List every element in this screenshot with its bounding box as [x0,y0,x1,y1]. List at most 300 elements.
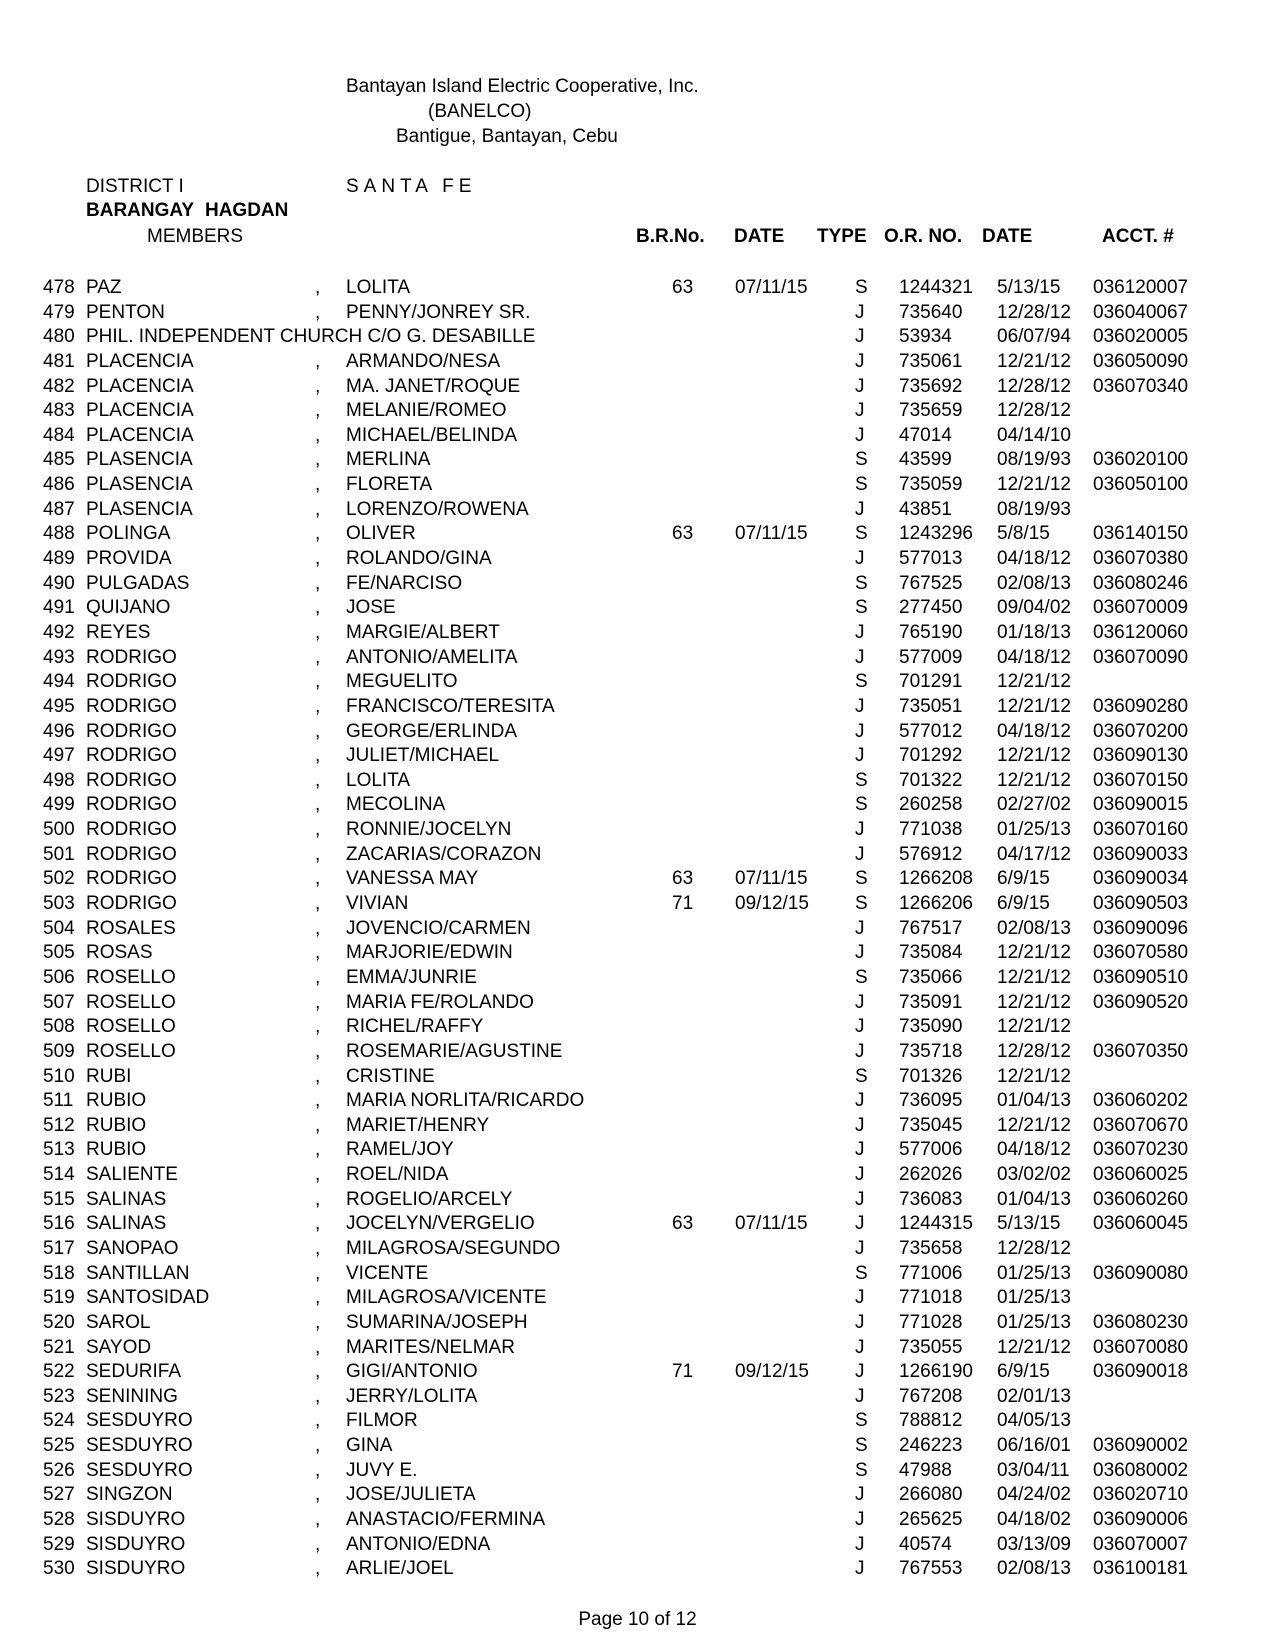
br-no: 63 [672,523,694,545]
name-separator: , [315,646,321,668]
name-separator: , [315,1558,321,1580]
table-row [0,647,1275,672]
or-date: 04/17/12 [997,843,1071,865]
table-row [0,474,1275,499]
member-type: S [855,769,868,791]
last-name: SAROL [86,1311,151,1333]
last-name: RODRIGO [86,695,177,717]
account-number: 036050100 [1093,474,1189,496]
row-number: 529 [43,1533,75,1555]
or-number: 701291 [899,671,963,693]
first-name: LORENZO/ROWENA [346,498,529,520]
or-number: 43851 [899,498,952,520]
or-date: 12/21/12 [997,695,1071,717]
last-name: REYES [86,621,151,643]
last-name: RUBIO [86,1090,147,1112]
or-number: 43599 [899,449,952,471]
member-type: J [855,1016,865,1038]
account-number: 036090002 [1093,1435,1189,1457]
account-number: 036070090 [1093,646,1189,668]
first-name: MARIA NORLITA/RICARDO [346,1090,585,1112]
table-row [0,1287,1275,1312]
account-number: 036100181 [1093,1558,1189,1580]
first-name: MARIA FE/ROLANDO [346,991,534,1013]
first-name: MARGIE/ALBERT [346,621,500,643]
or-number: 735061 [899,350,963,372]
row-number: 487 [43,498,75,520]
or-date: 01/25/13 [997,1262,1071,1284]
or-number: 277450 [899,597,963,619]
table-row [0,1090,1275,1115]
br-no: 63 [672,868,694,890]
account-number: 036020005 [1093,326,1189,348]
or-date: 02/08/13 [997,572,1071,594]
last-name: ROSELLO [86,1016,176,1038]
account-number: 036080230 [1093,1311,1189,1333]
first-name: JOSE [346,597,396,619]
name-separator: , [315,1213,321,1235]
or-date: 06/07/94 [997,326,1071,348]
row-number: 510 [43,1065,75,1087]
last-name: SENINING [86,1385,178,1407]
first-name: ROEL/NIDA [346,1164,449,1186]
first-name: CRISTINE [346,1065,435,1087]
table-row [0,868,1275,893]
table-row [0,499,1275,524]
row-number: 513 [43,1139,75,1161]
or-number: 1266208 [899,868,973,890]
table-row [0,1337,1275,1362]
or-date: 12/21/12 [997,966,1071,988]
account-number: 036120060 [1093,621,1189,643]
or-date: 12/21/12 [997,745,1071,767]
or-number: 735090 [899,1016,963,1038]
account-number: 036140150 [1093,523,1189,545]
member-type: J [855,1509,865,1531]
table-row [0,1435,1275,1460]
or-number: 735640 [899,301,963,323]
name-separator: , [315,1410,321,1432]
table-row [0,770,1275,795]
first-name: MILAGROSA/SEGUNDO [346,1237,561,1259]
or-number: 577012 [899,720,963,742]
account-number: 036090080 [1093,1262,1189,1284]
last-name: ROSELLO [86,991,176,1013]
name-separator: , [315,474,321,496]
or-number: 771018 [899,1287,963,1309]
first-name: MA. JANET/ROQUE [346,375,521,397]
table-row [0,992,1275,1017]
member-type: J [855,1188,865,1210]
or-number: 771028 [899,1311,963,1333]
or-date: 01/18/13 [997,621,1071,643]
row-number: 506 [43,966,75,988]
member-type: J [855,1484,865,1506]
row-number: 521 [43,1336,75,1358]
or-date: 04/18/12 [997,720,1071,742]
name-separator: , [315,301,321,323]
member-type: J [855,1164,865,1186]
date-column-header: DATE [734,226,785,247]
table-row [0,302,1275,327]
or-date: 12/21/12 [997,474,1071,496]
last-name: SISDUYRO [86,1558,186,1580]
or-date: 08/19/93 [997,498,1071,520]
last-name: RODRIGO [86,893,177,915]
account-number: 036090033 [1093,843,1189,865]
or-number: 262026 [899,1164,963,1186]
last-name: PLASENCIA [86,474,193,496]
name-separator: , [315,1164,321,1186]
table-row [0,573,1275,598]
name-separator: , [315,695,321,717]
name-separator: , [315,1016,321,1038]
member-type: J [855,1040,865,1062]
first-name: MELANIE/ROMEO [346,400,507,422]
name-separator: , [315,819,321,841]
first-name: ANTONIO/EDNA [346,1533,491,1555]
or-number: 577013 [899,548,963,570]
last-name: PLACENCIA [86,350,194,372]
first-name: JUVY E. [346,1459,418,1481]
row-number: 524 [43,1410,75,1432]
last-name: SEDURIFA [86,1361,182,1383]
first-name: FRANCISCO/TERESITA [346,695,555,717]
last-name: PULGADAS [86,572,190,594]
table-row [0,326,1275,351]
account-number: 036080246 [1093,572,1189,594]
or-number: 40574 [899,1533,952,1555]
or-number: 577009 [899,646,963,668]
table-row [0,1115,1275,1140]
or-date: 04/05/13 [997,1410,1071,1432]
first-name: GINA [346,1435,393,1457]
last-name: ROSELLO [86,966,176,988]
account-number: 036070160 [1093,819,1189,841]
member-type: J [855,1361,865,1383]
member-type: S [855,794,868,816]
row-number: 507 [43,991,75,1013]
row-number: 488 [43,523,75,545]
member-type: J [855,720,865,742]
last-name: PAZ [86,277,122,298]
table-row [0,1041,1275,1066]
first-name: MARIET/HENRY [346,1114,490,1136]
row-number: 504 [43,917,75,939]
row-number: 500 [43,819,75,841]
or-number: 266080 [899,1484,963,1506]
br-date: 07/11/15 [735,1213,808,1235]
row-number: 508 [43,1016,75,1038]
table-row [0,1263,1275,1288]
or-number: 735659 [899,400,963,422]
row-number: 482 [43,375,75,397]
table-row [0,1386,1275,1411]
member-type: J [855,1385,865,1407]
first-name: ROGELIO/ARCELY [346,1188,513,1210]
first-name: MICHAEL/BELINDA [346,424,518,446]
row-number: 479 [43,301,75,323]
account-column-header: ACCT. # [1102,226,1174,247]
name-separator: , [315,1287,321,1309]
first-name: ROSEMARIE/AGUSTINE [346,1040,563,1062]
br-no: 71 [672,1361,694,1383]
table-row [0,1238,1275,1263]
row-number: 519 [43,1287,75,1309]
or-date-column-header: DATE [982,226,1033,247]
br-no: 63 [672,1213,694,1235]
first-name: ZACARIAS/CORAZON [346,843,542,865]
table-row [0,1484,1275,1509]
account-number: 036090510 [1093,966,1189,988]
table-row [0,893,1275,918]
member-type: J [855,1533,865,1555]
or-number: 577006 [899,1139,963,1161]
table-row [0,1460,1275,1485]
br-date: 09/12/15 [735,1361,809,1383]
name-separator: , [315,966,321,988]
members-table [0,277,1275,1583]
first-name: ANTONIO/AMELITA [346,646,518,668]
member-type: J [855,548,865,570]
last-name: PLASENCIA [86,449,193,471]
row-number: 495 [43,695,75,717]
name-separator: , [315,1237,321,1259]
or-number: 767525 [899,572,963,594]
or-date: 12/28/12 [997,1040,1071,1062]
first-name: MEGUELITO [346,671,458,693]
member-type: J [855,498,865,520]
or-number: 576912 [899,843,963,865]
first-name: RONNIE/JOCELYN [346,819,512,841]
member-type: J [855,350,865,372]
br-date: 09/12/15 [735,893,809,915]
or-no-column-header: O.R. NO. [884,226,963,247]
row-number: 498 [43,769,75,791]
table-row [0,794,1275,819]
member-type: J [855,991,865,1013]
member-type: S [855,671,868,693]
first-name: RAMEL/JOY [346,1139,454,1161]
table-row [0,1312,1275,1337]
first-name: VICENTE [346,1262,429,1284]
or-number: 701292 [899,745,963,767]
last-name: QUIJANO [86,597,171,619]
name-separator: , [315,942,321,964]
or-date: 12/21/12 [997,1065,1071,1087]
last-name: SANOPAO [86,1237,179,1259]
table-row [0,745,1275,770]
table-row [0,819,1275,844]
or-number: 735051 [899,695,963,717]
name-separator: , [315,1459,321,1481]
name-separator: , [315,1533,321,1555]
name-separator: , [315,671,321,693]
member-type: S [855,966,868,988]
member-type: J [855,1213,865,1235]
or-date: 12/21/12 [997,1336,1071,1358]
or-date: 01/25/13 [997,1311,1071,1333]
last-name: SISDUYRO [86,1533,186,1555]
account-number: 036070007 [1093,1533,1189,1555]
table-row [0,376,1275,401]
last-name: PENTON [86,301,165,323]
row-number: 483 [43,400,75,422]
row-number: 511 [43,1090,74,1112]
member-type: J [855,1311,865,1333]
last-name: SALIENTE [86,1164,178,1186]
table-row [0,1213,1275,1238]
account-number: 036070230 [1093,1139,1189,1161]
account-number: 036090280 [1093,695,1189,717]
first-name: ARMANDO/NESA [346,350,501,372]
or-date: 04/18/12 [997,646,1071,668]
row-number: 518 [43,1262,75,1284]
or-number: 1244315 [899,1213,973,1235]
or-date: 04/18/12 [997,548,1071,570]
first-name: JOVENCIO/CARMEN [346,917,531,939]
member-type: J [855,942,865,964]
member-type: J [855,1139,865,1161]
row-number: 520 [43,1311,75,1333]
br-date: 07/11/15 [735,868,808,890]
account-number: 036090503 [1093,893,1189,915]
row-number: 526 [43,1459,75,1481]
account-number: 036060045 [1093,1213,1189,1235]
or-number: 735059 [899,474,963,496]
table-row [0,967,1275,992]
first-name: MERLINA [346,449,431,471]
or-date: 03/02/02 [997,1164,1071,1186]
name-separator: , [315,720,321,742]
table-row [0,449,1275,474]
last-name: RODRIGO [86,819,177,841]
row-number: 499 [43,794,75,816]
last-name: RUBIO [86,1139,147,1161]
name-separator: , [315,597,321,619]
row-number: 514 [43,1164,75,1186]
account-number: 036070350 [1093,1040,1189,1062]
name-separator: , [315,917,321,939]
row-number: 481 [43,350,75,372]
or-date: 5/8/15 [997,523,1050,545]
table-row [0,523,1275,548]
row-number: 528 [43,1509,75,1531]
or-date: 04/18/02 [997,1509,1071,1531]
member-type: S [855,523,868,545]
table-row [0,548,1275,573]
or-date: 12/21/12 [997,769,1071,791]
or-number: 1244321 [899,277,973,298]
table-row [0,1534,1275,1559]
member-type: J [855,400,865,422]
members-column-header: MEMBERS [147,226,244,247]
last-name: SESDUYRO [86,1410,193,1432]
member-type: S [855,1262,868,1284]
table-row [0,1361,1275,1386]
last-name: RODRIGO [86,843,177,865]
or-number: 735692 [899,375,963,397]
or-number: 735718 [899,1040,963,1062]
row-number: 512 [43,1114,75,1136]
last-name: RODRIGO [86,745,177,767]
or-date: 02/08/13 [997,917,1071,939]
last-name: SALINAS [86,1188,167,1210]
last-name: SESDUYRO [86,1435,193,1457]
account-number: 036070670 [1093,1114,1189,1136]
account-number: 036090006 [1093,1509,1189,1531]
or-date: 6/9/15 [997,868,1050,890]
or-number: 53934 [899,326,952,348]
last-name: PROVIDA [86,548,172,570]
table-row [0,1016,1275,1041]
first-name: EMMA/JUNRIE [346,966,477,988]
or-number: 767208 [899,1385,963,1407]
or-date: 04/24/02 [997,1484,1071,1506]
name-separator: , [315,1484,321,1506]
account-number: 036070340 [1093,375,1189,397]
table-row [0,844,1275,869]
last-name: RUBI [86,1065,132,1087]
member-type: J [855,1558,865,1580]
member-type: J [855,1336,865,1358]
last-name: ROSAS [86,942,153,964]
last-name: PLACENCIA [86,375,194,397]
name-separator: , [315,1311,321,1333]
name-separator: , [315,1385,321,1407]
last-name: SANTILLAN [86,1262,190,1284]
or-number: 771006 [899,1262,963,1284]
first-name: GIGI/ANTONIO [346,1361,478,1383]
row-number: 492 [43,621,75,643]
row-number: 505 [43,942,75,964]
row-number: 497 [43,745,75,767]
member-type: S [855,1065,868,1087]
member-type: S [855,893,868,915]
account-number: 036020100 [1093,449,1189,471]
row-number: 530 [43,1558,75,1580]
member-type: J [855,646,865,668]
or-number: 767517 [899,917,963,939]
table-row [0,1410,1275,1435]
or-date: 12/21/12 [997,671,1071,693]
account-number: 036090130 [1093,745,1189,767]
row-number: 484 [43,424,75,446]
or-date: 12/28/12 [997,400,1071,422]
or-number: 735658 [899,1237,963,1259]
first-name: ROLANDO/GINA [346,548,492,570]
account-number: 036020710 [1093,1484,1189,1506]
or-number: 47988 [899,1459,952,1481]
or-number: 47014 [899,424,952,446]
or-number: 265625 [899,1509,963,1531]
first-name: OLIVER [346,523,416,545]
row-number: 491 [43,597,75,619]
or-date: 01/25/13 [997,819,1071,841]
organization-abbreviation: (BANELCO) [428,101,532,122]
table-row [0,671,1275,696]
last-name: PHIL. INDEPENDENT CHURCH C/O G. DESABILLE [86,326,536,348]
last-name: RODRIGO [86,868,177,890]
name-separator: , [315,1361,321,1383]
or-date: 5/13/15 [997,1213,1061,1235]
row-number: 478 [43,277,75,298]
member-type: J [855,1090,865,1112]
last-name: RUBIO [86,1114,147,1136]
name-separator: , [315,893,321,915]
last-name: SANTOSIDAD [86,1287,210,1309]
or-number: 260258 [899,794,963,816]
